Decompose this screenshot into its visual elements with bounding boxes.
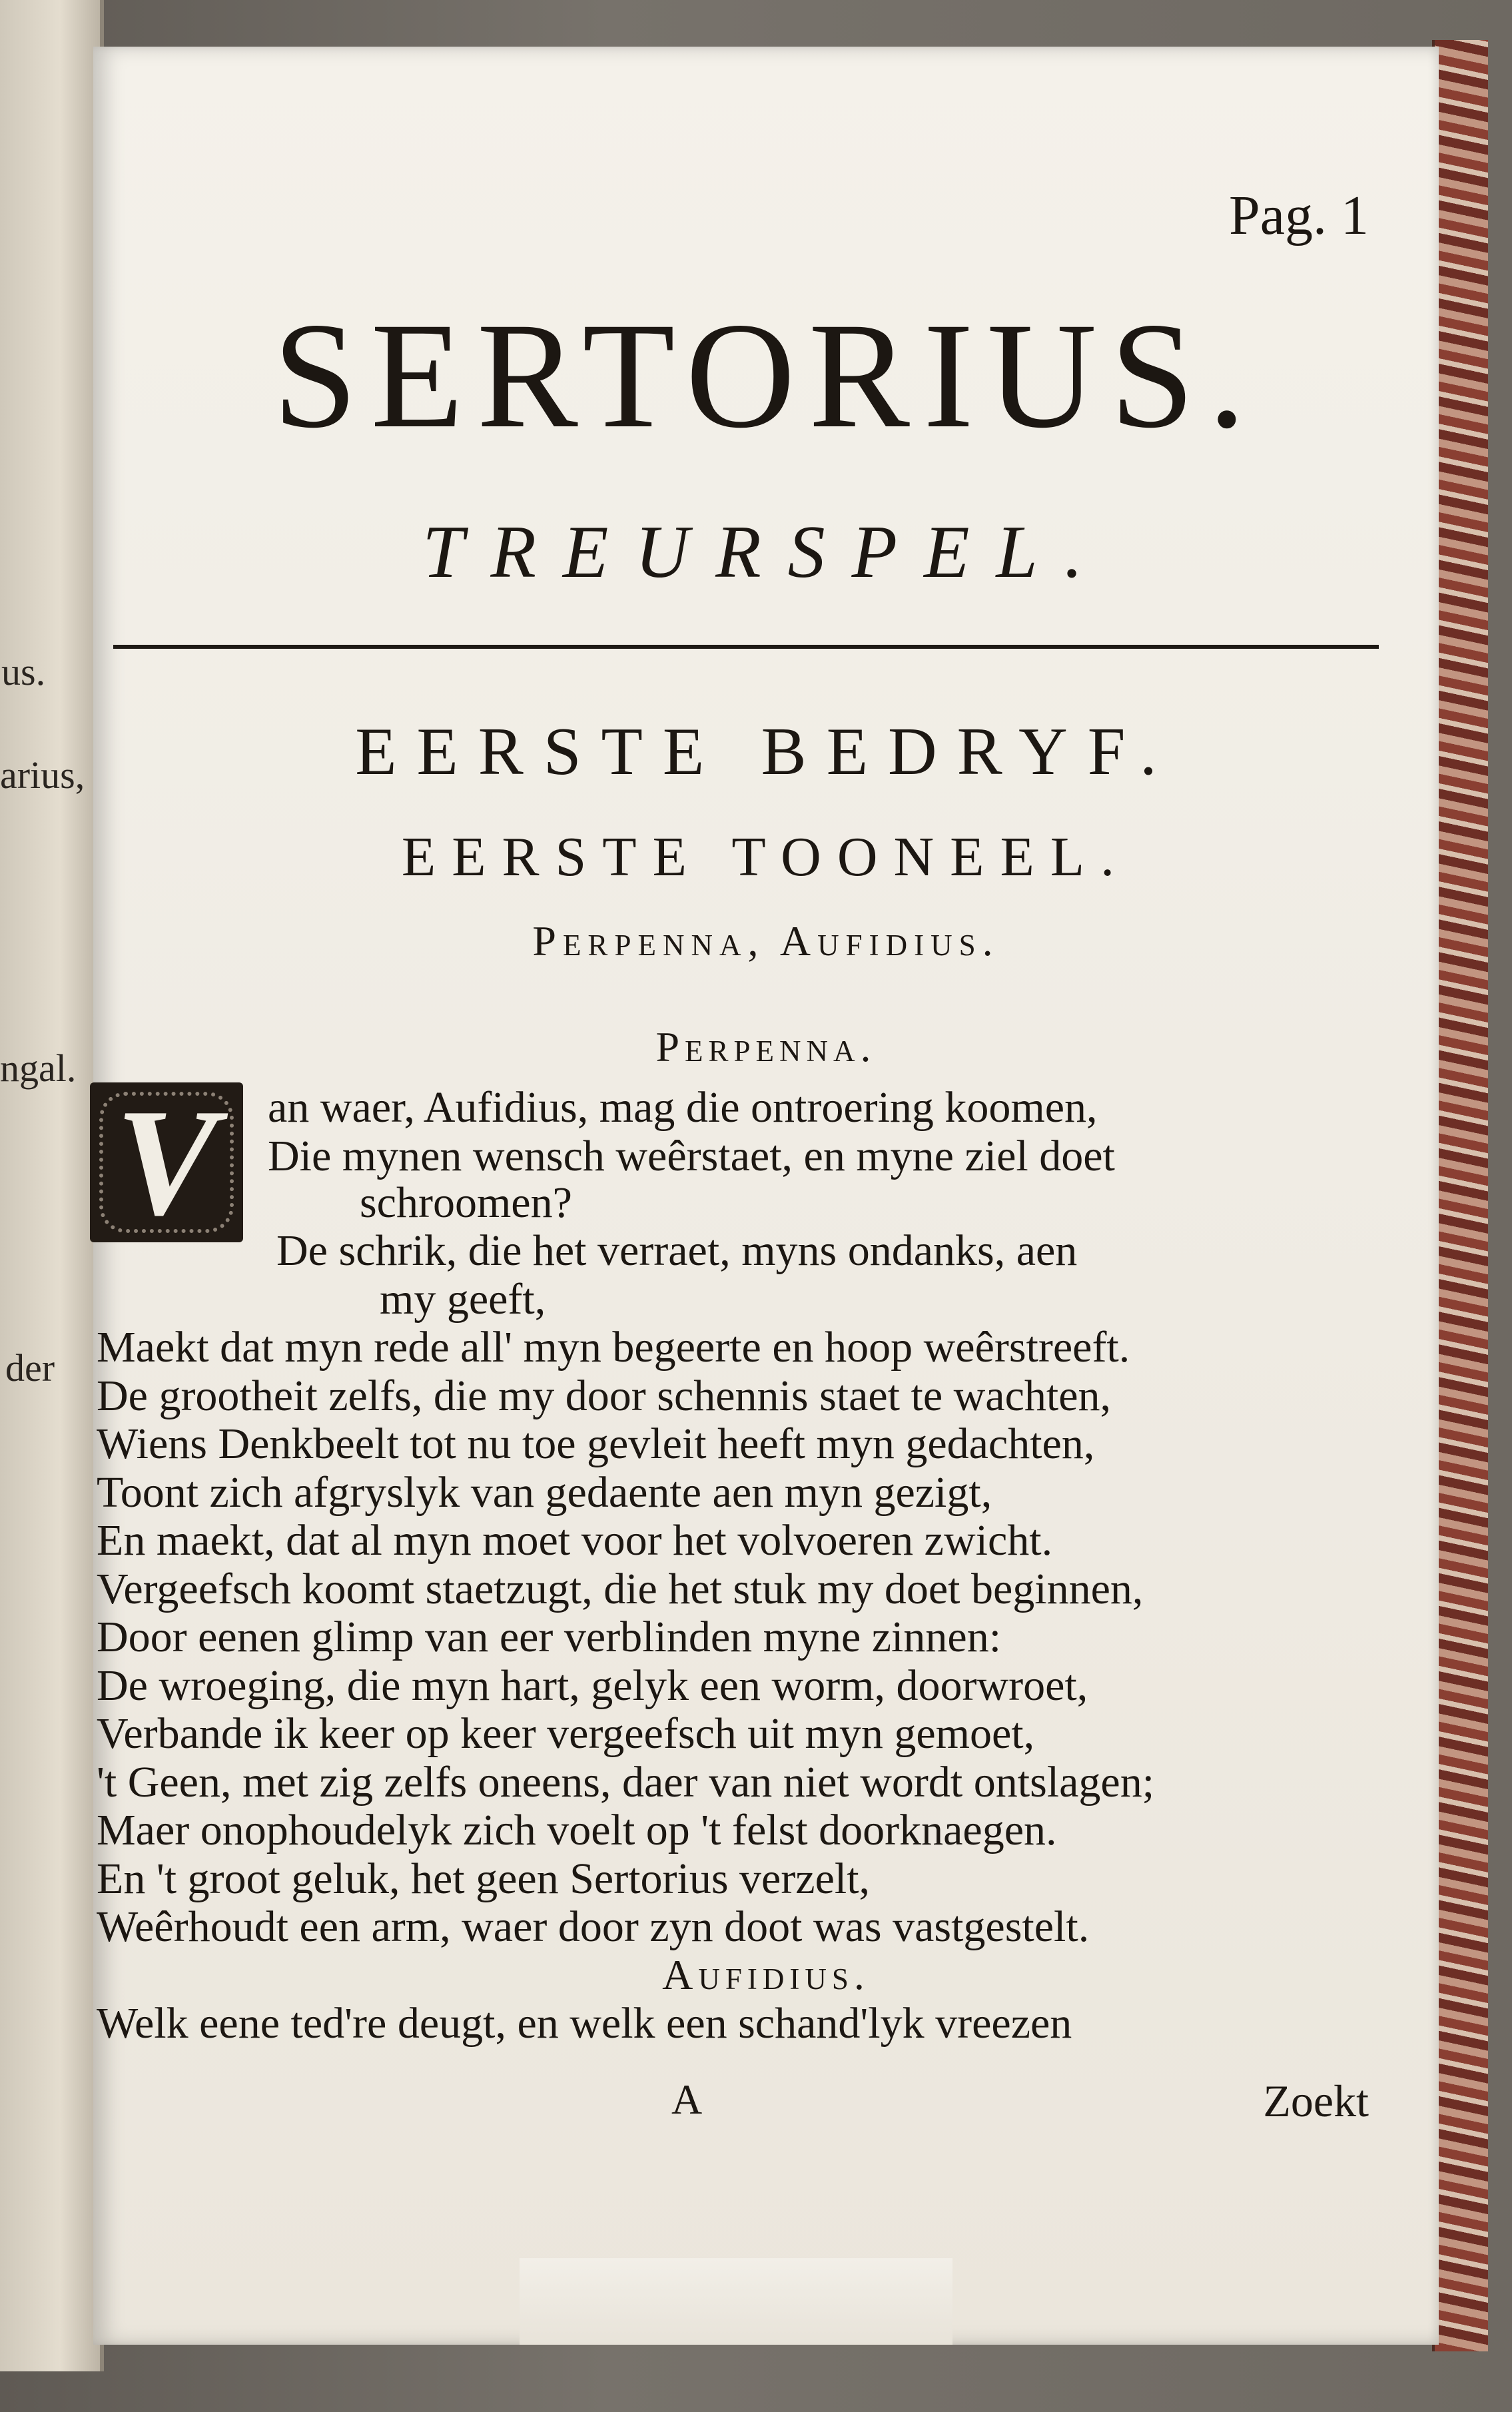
play-title: SERTORIUS.: [272, 292, 1260, 460]
left-page-fragment: ngal.: [0, 1046, 77, 1090]
left-page-edge: [0, 0, 104, 2371]
verse-line: De grootheit zelfs, die my door schennis staet te wachten,: [97, 1372, 1112, 1420]
left-page-fragment: us.: [1, 650, 46, 693]
verse-line: En 't groot geluk, het geen Sertorius verzelt,: [97, 1854, 871, 1903]
marbled-page-edge: [1432, 40, 1488, 2351]
verse-line: Maekt dat myn rede all' myn begeerte en hoop weêrstreeft.: [97, 1323, 1130, 1372]
verse-line: De schrik, die het verraet, myns ondanks, aen: [276, 1226, 1078, 1275]
verse-line: Vergeefsch koomt staetzugt, die het stuk my doet beginnen,: [97, 1565, 1144, 1613]
speaker-name: Aufidius.: [662, 1951, 870, 1998]
verse-line: schroomen?: [360, 1178, 572, 1227]
verse-line: Toont zich afgryslyk van gedaente aen myn gezigt,: [97, 1468, 992, 1517]
divider-rule: [113, 645, 1379, 649]
verse-line: Die mynen wensch weêrstaet, en myne ziel doet: [268, 1132, 1115, 1180]
verse-line: En maekt, dat al myn moet voor het volvoeren zwicht.: [97, 1516, 1053, 1565]
verse-line: De wroeging, die myn hart, gelyk een worm, doorwroet,: [97, 1661, 1088, 1710]
page-stain: [520, 2258, 952, 2345]
speaker-name: Perpenna.: [655, 1023, 877, 1070]
left-page-fragment: arius,: [0, 753, 85, 797]
left-page-fragment: der: [5, 1346, 55, 1390]
cast-list: Perpenna, Aufidius.: [532, 917, 1000, 965]
drop-cap-letter: V: [115, 1082, 218, 1242]
verse-line: an waer, Aufidius, mag die ontroering koomen,: [268, 1083, 1098, 1132]
scene-heading: EERSTE TOONEEL.: [401, 826, 1131, 888]
verse-line: Welk eene ted're deugt, en welk een schand'lyk vreezen: [97, 1999, 1072, 2048]
verse-line: Weêrhoudt een arm, waer door zyn doot was vastgestelt.: [97, 1902, 1090, 1951]
signature-mark: A: [671, 2076, 703, 2123]
verse-line: Maer onophoudelyk zich voelt op 't felst doorknaegen.: [97, 1806, 1057, 1854]
verse-line: my geeft,: [380, 1275, 546, 1324]
book-page: [93, 47, 1439, 2345]
drop-cap-initial: [90, 1082, 243, 1242]
act-heading: EERSTE BEDRYF.: [355, 714, 1177, 789]
page-number: Pag. 1: [1229, 185, 1369, 246]
verse-line: Verbande ik keer op keer vergeefsch uit myn gemoet,: [97, 1709, 1035, 1758]
verse-line: 't Geen, met zig zelfs oneens, daer van niet wordt ontslagen;: [97, 1758, 1155, 1807]
play-subtitle: TREURSPEL.: [422, 511, 1110, 594]
verse-line: Door eenen glimp van eer verblinden myne zinnen:: [97, 1613, 1002, 1661]
verse-line: Wiens Denkbeelt tot nu toe gevleit heeft myn gedachten,: [97, 1419, 1095, 1468]
catchword: Zoekt: [1263, 2076, 1369, 2126]
